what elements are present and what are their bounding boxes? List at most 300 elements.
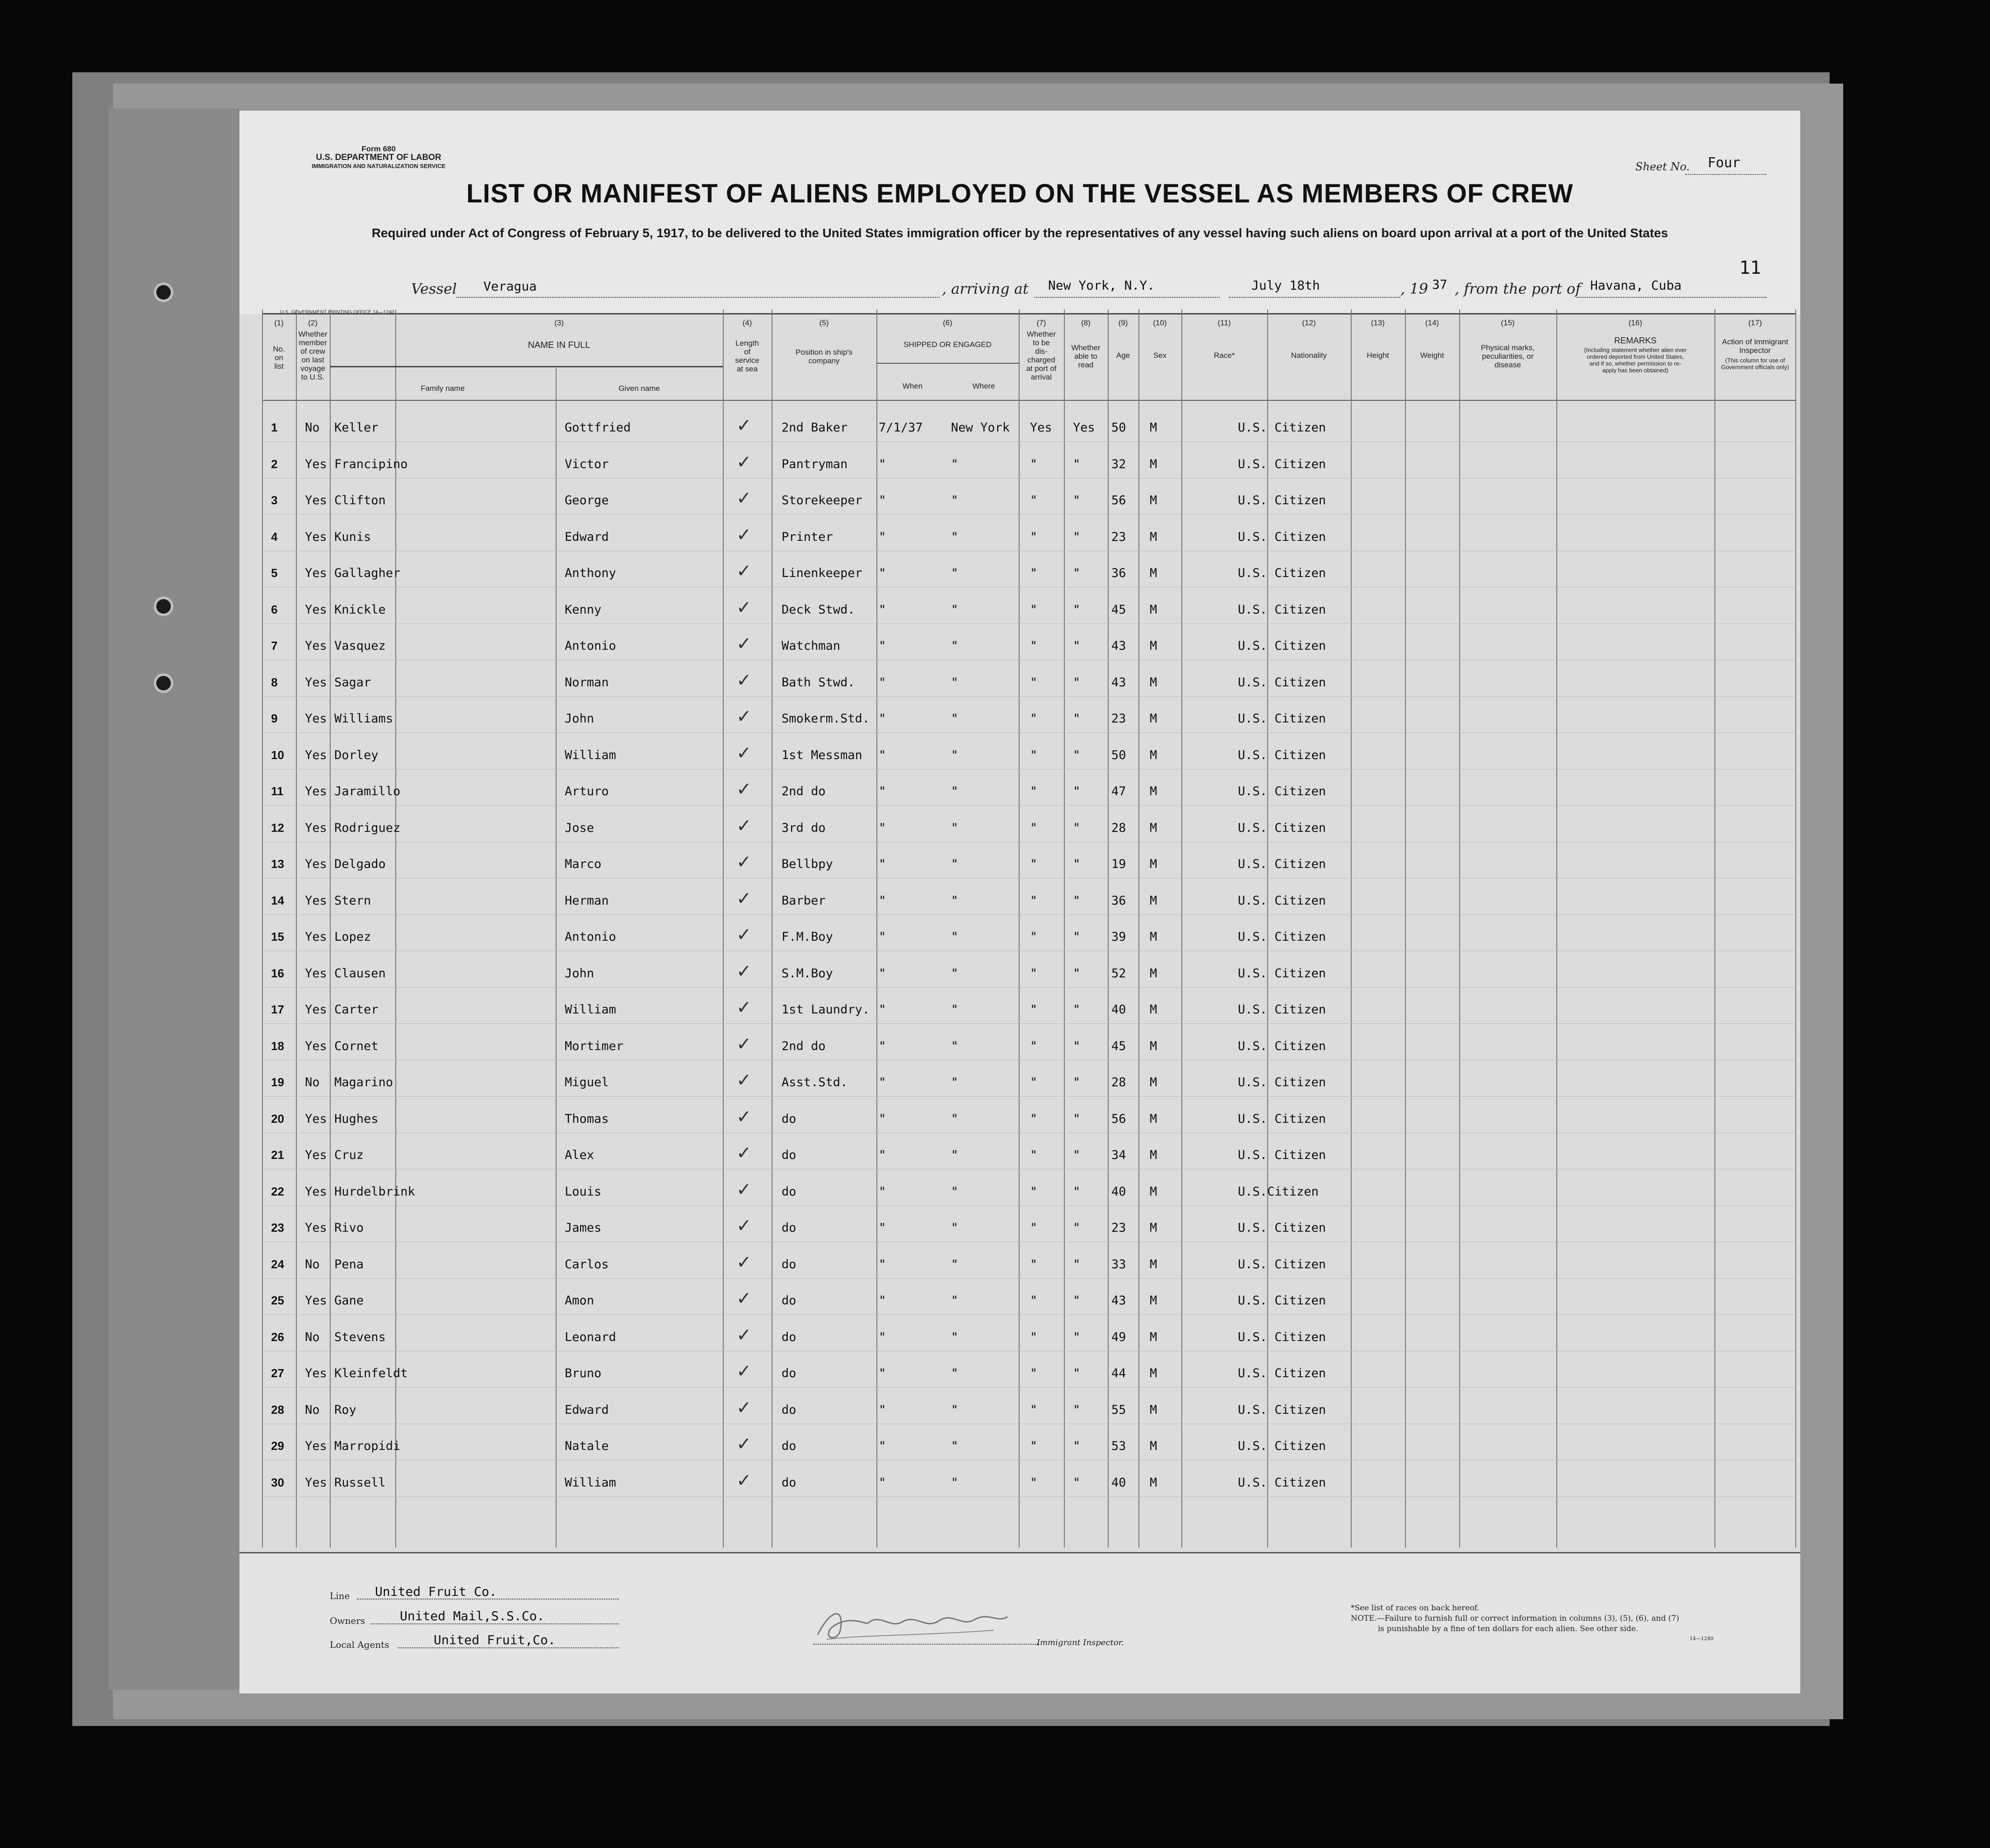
age: 39 [1111,930,1126,944]
discharged: " [1030,1039,1038,1053]
race-nationality: U.S. Citizen [1238,712,1326,726]
able-to-read: " [1073,1402,1081,1417]
sex: M [1150,1039,1157,1053]
owners-label: Owners [330,1615,365,1626]
col14-number: (14) [1425,319,1439,327]
race-nationality: U.S. Citizen [1238,1366,1326,1380]
row-number: 12 [271,821,284,835]
sex: M [1150,1330,1157,1344]
last-voyage: Yes [305,1184,327,1199]
family-name: Roy [334,1402,356,1417]
from-port-label: , from the port of [1455,280,1581,297]
row-number: 14 [271,893,284,907]
given-name: John [565,966,595,980]
check-mark-icon: ✓ [736,706,752,727]
check-mark-icon: ✓ [736,633,752,654]
column-divider [296,310,297,1548]
shipped-when: " [879,1112,886,1126]
document-subtitle: Required under Act of Congress of February 5, 1917, to be delivered to the United States immigration officer by the representatives of any vessel having such aliens on board upon arrival at a port of the United States [371,226,1668,240]
position: Linenkeeper [782,566,862,580]
check-mark-icon: ✓ [736,1143,752,1163]
arrival-date-line [1229,297,1400,298]
sex: M [1150,530,1157,544]
shipped-when: " [879,1221,886,1235]
header-bottom-rule [262,400,1796,401]
col7-header: Whether to be dis- charged at port of arrival [1026,330,1057,381]
last-voyage: Yes [305,675,327,689]
discharged: " [1030,1475,1038,1490]
race-nationality: U.S. Citizen [1238,1439,1326,1453]
shipped-where: " [951,748,959,762]
last-voyage: No [305,1257,320,1271]
family-name: Gane [334,1294,364,1308]
family-name: Keller [334,421,379,435]
position: do [782,1475,796,1490]
check-mark-icon: ✓ [736,1361,752,1382]
col11-header: Race* [1213,351,1235,360]
position: do [782,1221,796,1235]
shipped-when: " [879,1294,886,1308]
check-mark-icon: ✓ [736,1288,752,1309]
shipped-where: " [951,1475,959,1490]
column-divider [1064,310,1065,1548]
arrival-port-line [1035,297,1220,298]
race-nationality: U.S. Citizen [1238,1112,1326,1126]
check-mark-icon: ✓ [736,1397,752,1418]
given-name: Norman [565,675,609,689]
age: 28 [1111,1075,1126,1089]
discharged: " [1030,1257,1038,1271]
given-name: Alex [565,1148,595,1162]
race-nationality: U.S. Citizen [1238,966,1326,980]
given-name: Natale [565,1439,609,1453]
check-mark-icon: ✓ [736,924,752,945]
sex: M [1150,457,1157,471]
shipped-where: " [951,1330,959,1344]
age: 44 [1111,1366,1126,1380]
age: 43 [1111,1294,1126,1308]
row-rule [262,696,1796,697]
last-voyage: No [305,1075,320,1089]
discharged: " [1030,675,1038,689]
race-nationality: U.S. Citizen [1238,1148,1326,1162]
given-name: Herman [565,893,609,908]
row-number: 7 [271,639,278,652]
column-divider [1108,310,1109,1548]
given-name: Thomas [565,1112,609,1126]
last-voyage: Yes [305,1003,327,1017]
given-name: John [565,712,595,726]
age: 52 [1111,966,1126,980]
able-to-read: " [1073,1330,1081,1344]
family-name: Vasquez [334,639,386,653]
last-voyage: Yes [305,966,327,980]
discharged: " [1030,1184,1038,1199]
owners-field-rule [370,1623,619,1624]
agents-label: Local Agents [330,1639,389,1650]
discharged: " [1030,821,1038,835]
discharged: " [1030,457,1038,471]
col11-number: (11) [1217,319,1231,327]
shipped-where: " [951,1075,959,1089]
family-name: Magarino [334,1075,393,1089]
able-to-read: " [1073,821,1081,835]
check-mark-icon: ✓ [736,561,752,582]
position: Pantryman [782,457,848,471]
family-name: Lopez [334,930,371,944]
shipped-when: " [879,530,886,544]
last-voyage: Yes [305,639,327,653]
col4-number: (4) [742,319,752,327]
col10-number: (10) [1153,319,1167,327]
given-name: Marco [565,857,602,871]
form-identifier [312,145,445,170]
row-number: 16 [271,966,284,980]
position: 2nd do [782,784,826,798]
row-rule [262,732,1796,733]
row-rule [262,1314,1796,1315]
discharged: " [1030,493,1038,507]
row-number: 19 [271,1075,284,1089]
given-name: James [565,1221,602,1235]
family-name: Stevens [334,1330,386,1344]
form-code: 14—1240 [1690,1636,1714,1642]
col9-header: Age [1116,351,1130,360]
age: 19 [1111,857,1126,871]
row-number: 11 [271,784,284,798]
row-rule [262,1205,1796,1206]
family-name: Hurdelbrink [334,1184,415,1199]
given-name: Kenny [565,602,602,617]
form-number: Form 680 [361,145,396,153]
sex: M [1150,1003,1157,1017]
shipped-when: " [879,857,886,871]
last-voyage: Yes [305,784,327,798]
column-divider [330,310,331,1548]
shipped-when: 7/1/37 [879,421,923,435]
last-voyage: Yes [305,821,327,835]
name-header-rule [330,366,723,367]
check-mark-icon: ✓ [736,415,752,436]
shipped-when: " [879,602,886,617]
row-number: 17 [271,1003,284,1016]
shipped-where: " [951,1148,959,1162]
sex: M [1150,784,1157,798]
row-rule [262,1496,1796,1497]
check-mark-icon: ✓ [736,1033,752,1055]
discharged: " [1030,639,1038,653]
check-mark-icon: ✓ [736,1252,752,1273]
last-voyage: Yes [305,1039,327,1053]
shipped-header-rule [876,363,1019,364]
able-to-read: " [1073,1148,1081,1162]
shipped-when: " [879,712,886,726]
family-name: Marropidi [334,1439,401,1453]
age: 36 [1111,893,1126,908]
able-to-read: " [1073,930,1081,944]
race-nationality: U.S. Citizen [1238,1402,1326,1417]
given-name: Edward [565,530,609,544]
discharged: " [1030,930,1038,944]
race-nationality: U.S. Citizen [1238,1330,1326,1344]
able-to-read: " [1073,1439,1081,1453]
printing-office-note: U.S. GOVERNMENT PRINTING OFFICE 14—1240 [280,310,394,315]
row-number: 3 [271,493,278,507]
shipped-where: " [951,930,959,944]
able-to-read: " [1073,457,1081,471]
position: 2nd Baker [782,421,848,435]
sex: M [1150,1294,1157,1308]
given-name: Gottfried [565,421,631,435]
given-name: William [565,1003,616,1017]
last-voyage: No [305,1330,320,1344]
shipped-when: " [879,1402,886,1417]
given-name: Miguel [565,1075,609,1089]
age: 50 [1111,748,1126,762]
shipped-where: " [951,675,959,689]
discharged: " [1030,1075,1038,1089]
able-to-read: " [1073,1112,1081,1126]
column-divider [262,310,263,1548]
sex: M [1150,421,1157,435]
sex: M [1150,857,1157,871]
col3-header: NAME IN FULL [528,340,590,350]
able-to-read: " [1073,857,1081,871]
shipped-when: " [879,1148,886,1162]
sheet-number-value: Four [1708,155,1741,171]
race-nationality: U.S. Citizen [1238,1221,1326,1235]
last-voyage: Yes [305,457,327,471]
shipped-where: " [951,966,959,980]
last-voyage: Yes [305,712,327,726]
race-nationality: U.S. Citizen [1238,602,1326,617]
shipped-when: " [879,1366,886,1380]
discharged: " [1030,784,1038,798]
last-voyage: Yes [305,893,327,908]
family-name: Williams [334,712,393,726]
row-rule [262,1387,1796,1388]
vessel-name: Veragua [483,279,537,294]
shipped-where: " [951,1366,959,1380]
row-rule [262,1278,1796,1279]
age: 40 [1111,1184,1126,1199]
shipped-where: " [951,821,959,835]
discharged: " [1030,748,1038,762]
last-voyage: Yes [305,1112,327,1126]
position: do [782,1112,796,1126]
race-nationality: U.S. Citizen [1238,748,1326,762]
shipped-where: " [951,1439,959,1453]
races-note: *See list of races on back hereof. [1351,1604,1480,1613]
position: do [782,1366,796,1380]
sex: M [1150,1366,1157,1380]
shipped-where: " [951,893,959,908]
row-number: 28 [271,1402,284,1416]
given-name: Amon [565,1294,595,1308]
penalty-note: NOTE.—Failure to furnish full or correct information in columns (3), (5), (6), and (7) [1351,1614,1679,1623]
col9-number: (9) [1118,319,1128,327]
position: Deck Stwd. [782,602,855,617]
age: 23 [1111,1221,1126,1235]
check-mark-icon: ✓ [736,742,752,764]
family-name: Delgado [334,857,386,871]
able-to-read: " [1073,1003,1081,1017]
year-prefix: , 19 [1400,280,1428,297]
col14-header: Weight [1420,351,1444,360]
last-voyage: Yes [305,602,327,617]
age: 36 [1111,566,1126,580]
sex: M [1150,1112,1157,1126]
able-to-read: " [1073,748,1081,762]
able-to-read: " [1073,602,1081,617]
age: 43 [1111,639,1126,653]
last-voyage: Yes [305,1221,327,1235]
shipped-when: " [879,966,886,980]
sex: M [1150,1184,1157,1199]
check-mark-icon: ✓ [736,670,752,691]
position: Barber [782,893,826,908]
column-divider [1405,310,1406,1548]
shipped-when: " [879,1257,886,1271]
shipped-where: " [951,1294,959,1308]
race-nationality: U.S. Citizen [1238,421,1326,435]
check-mark-icon: ✓ [736,1215,752,1236]
check-mark-icon: ✓ [736,815,752,836]
given-name: William [565,1475,616,1490]
shipped-when: " [879,457,886,471]
row-number: 30 [271,1475,284,1489]
age: 55 [1111,1402,1126,1417]
agents-value: United Fruit,Co. [434,1632,556,1647]
arrival-port: New York, N.Y. [1048,278,1155,293]
col5-number: (5) [819,319,829,327]
row-number: 1 [271,421,278,434]
shipped-when-header: When [902,382,923,390]
arrival-year: 37 [1432,277,1447,292]
shipped-when: " [879,675,886,689]
check-mark-icon: ✓ [736,779,752,800]
age: 56 [1111,493,1126,507]
family-name: Pena [334,1257,364,1271]
page-number: 11 [1739,258,1761,278]
family-name: Hughes [334,1112,379,1126]
family-name: Rodriguez [334,821,401,835]
departure-port-line [1577,297,1766,298]
column-divider [1138,310,1139,1548]
row-rule [262,1023,1796,1024]
able-to-read: " [1073,566,1081,580]
race-nationality: U.S. Citizen [1238,1475,1326,1490]
age: 50 [1111,421,1126,435]
position: do [782,1257,796,1271]
column-divider [876,310,877,1548]
column-divider [1181,310,1182,1548]
check-mark-icon: ✓ [736,597,752,618]
family-name: Kunis [334,530,371,544]
last-voyage: Yes [305,1439,327,1453]
race-nationality: U.S. Citizen [1238,675,1326,689]
race-nationality: U.S. Citizen [1238,784,1326,798]
row-number: 8 [271,675,278,689]
race-nationality: U.S. Citizen [1238,1075,1326,1089]
shipped-when: " [879,1439,886,1453]
col15-header: Physical marks, peculiarities, or disease [1480,343,1535,369]
check-mark-icon: ✓ [736,1470,752,1491]
col2-header: Whether member of crew on last voyage to U.S. [298,330,328,381]
given-name: Arturo [565,784,609,798]
family-name: Russell [334,1475,386,1490]
sex: M [1150,1439,1157,1453]
col13-header: Height [1367,351,1389,360]
col16-header: REMARKS [1614,336,1657,346]
shipped-where: " [951,1003,959,1017]
position: Bath Stwd. [782,675,855,689]
last-voyage: Yes [305,1475,327,1490]
col7-number: (7) [1036,319,1046,327]
given-name: Edward [565,1402,609,1417]
able-to-read: " [1073,639,1081,653]
shipped-when: " [879,493,886,507]
shipped-where: " [951,457,959,471]
penalty-note-continued: is punishable by a fine of ten dollars for each alien. See other side. [1378,1624,1639,1633]
col1-header: No. on list [273,345,285,371]
column-divider [1459,310,1460,1548]
age: 56 [1111,1112,1126,1126]
check-mark-icon: ✓ [736,888,752,909]
last-voyage: No [305,421,320,435]
able-to-read: " [1073,1075,1081,1089]
able-to-read: " [1073,1366,1081,1380]
position: do [782,1294,796,1308]
shipped-when: " [879,566,886,580]
position: Bellbpy [782,857,833,871]
check-mark-icon: ✓ [736,997,752,1018]
discharged: " [1030,1439,1038,1453]
able-to-read: " [1073,784,1081,798]
discharged: " [1030,1402,1038,1417]
race-nationality: U.S. Citizen [1238,566,1326,580]
shipped-where: " [951,566,959,580]
shipped-when: " [879,639,886,653]
sex: M [1150,930,1157,944]
position: do [782,1439,796,1453]
column-divider [1556,310,1557,1548]
last-voyage: Yes [305,566,327,580]
col8-header: Whether able to read [1071,343,1100,369]
col8-number: (8) [1081,319,1091,327]
position: Printer [782,530,833,544]
given-name-header: Given name [618,384,660,393]
family-name: Carter [334,1003,379,1017]
owners-value: United Mail,S.S.Co. [400,1609,545,1623]
race-nationality: U.S. Citizen [1238,1257,1326,1271]
row-number: 22 [271,1184,284,1198]
sheet-number-label: Sheet No. [1635,160,1690,173]
row-number: 9 [271,712,278,725]
given-name: Leonard [565,1330,616,1344]
able-to-read: " [1073,1039,1081,1053]
col2-number: (2) [308,319,318,327]
col10-header: Sex [1153,351,1167,360]
inspector-label: Immigrant Inspector. [1037,1638,1124,1647]
column-divider [1795,310,1796,1548]
row-number: 26 [271,1330,284,1344]
family-name: Francipino [334,457,408,471]
given-name: Anthony [565,566,616,580]
given-name: Bruno [565,1366,602,1380]
position: 1st Messman [782,748,862,762]
last-voyage: Yes [305,493,327,507]
